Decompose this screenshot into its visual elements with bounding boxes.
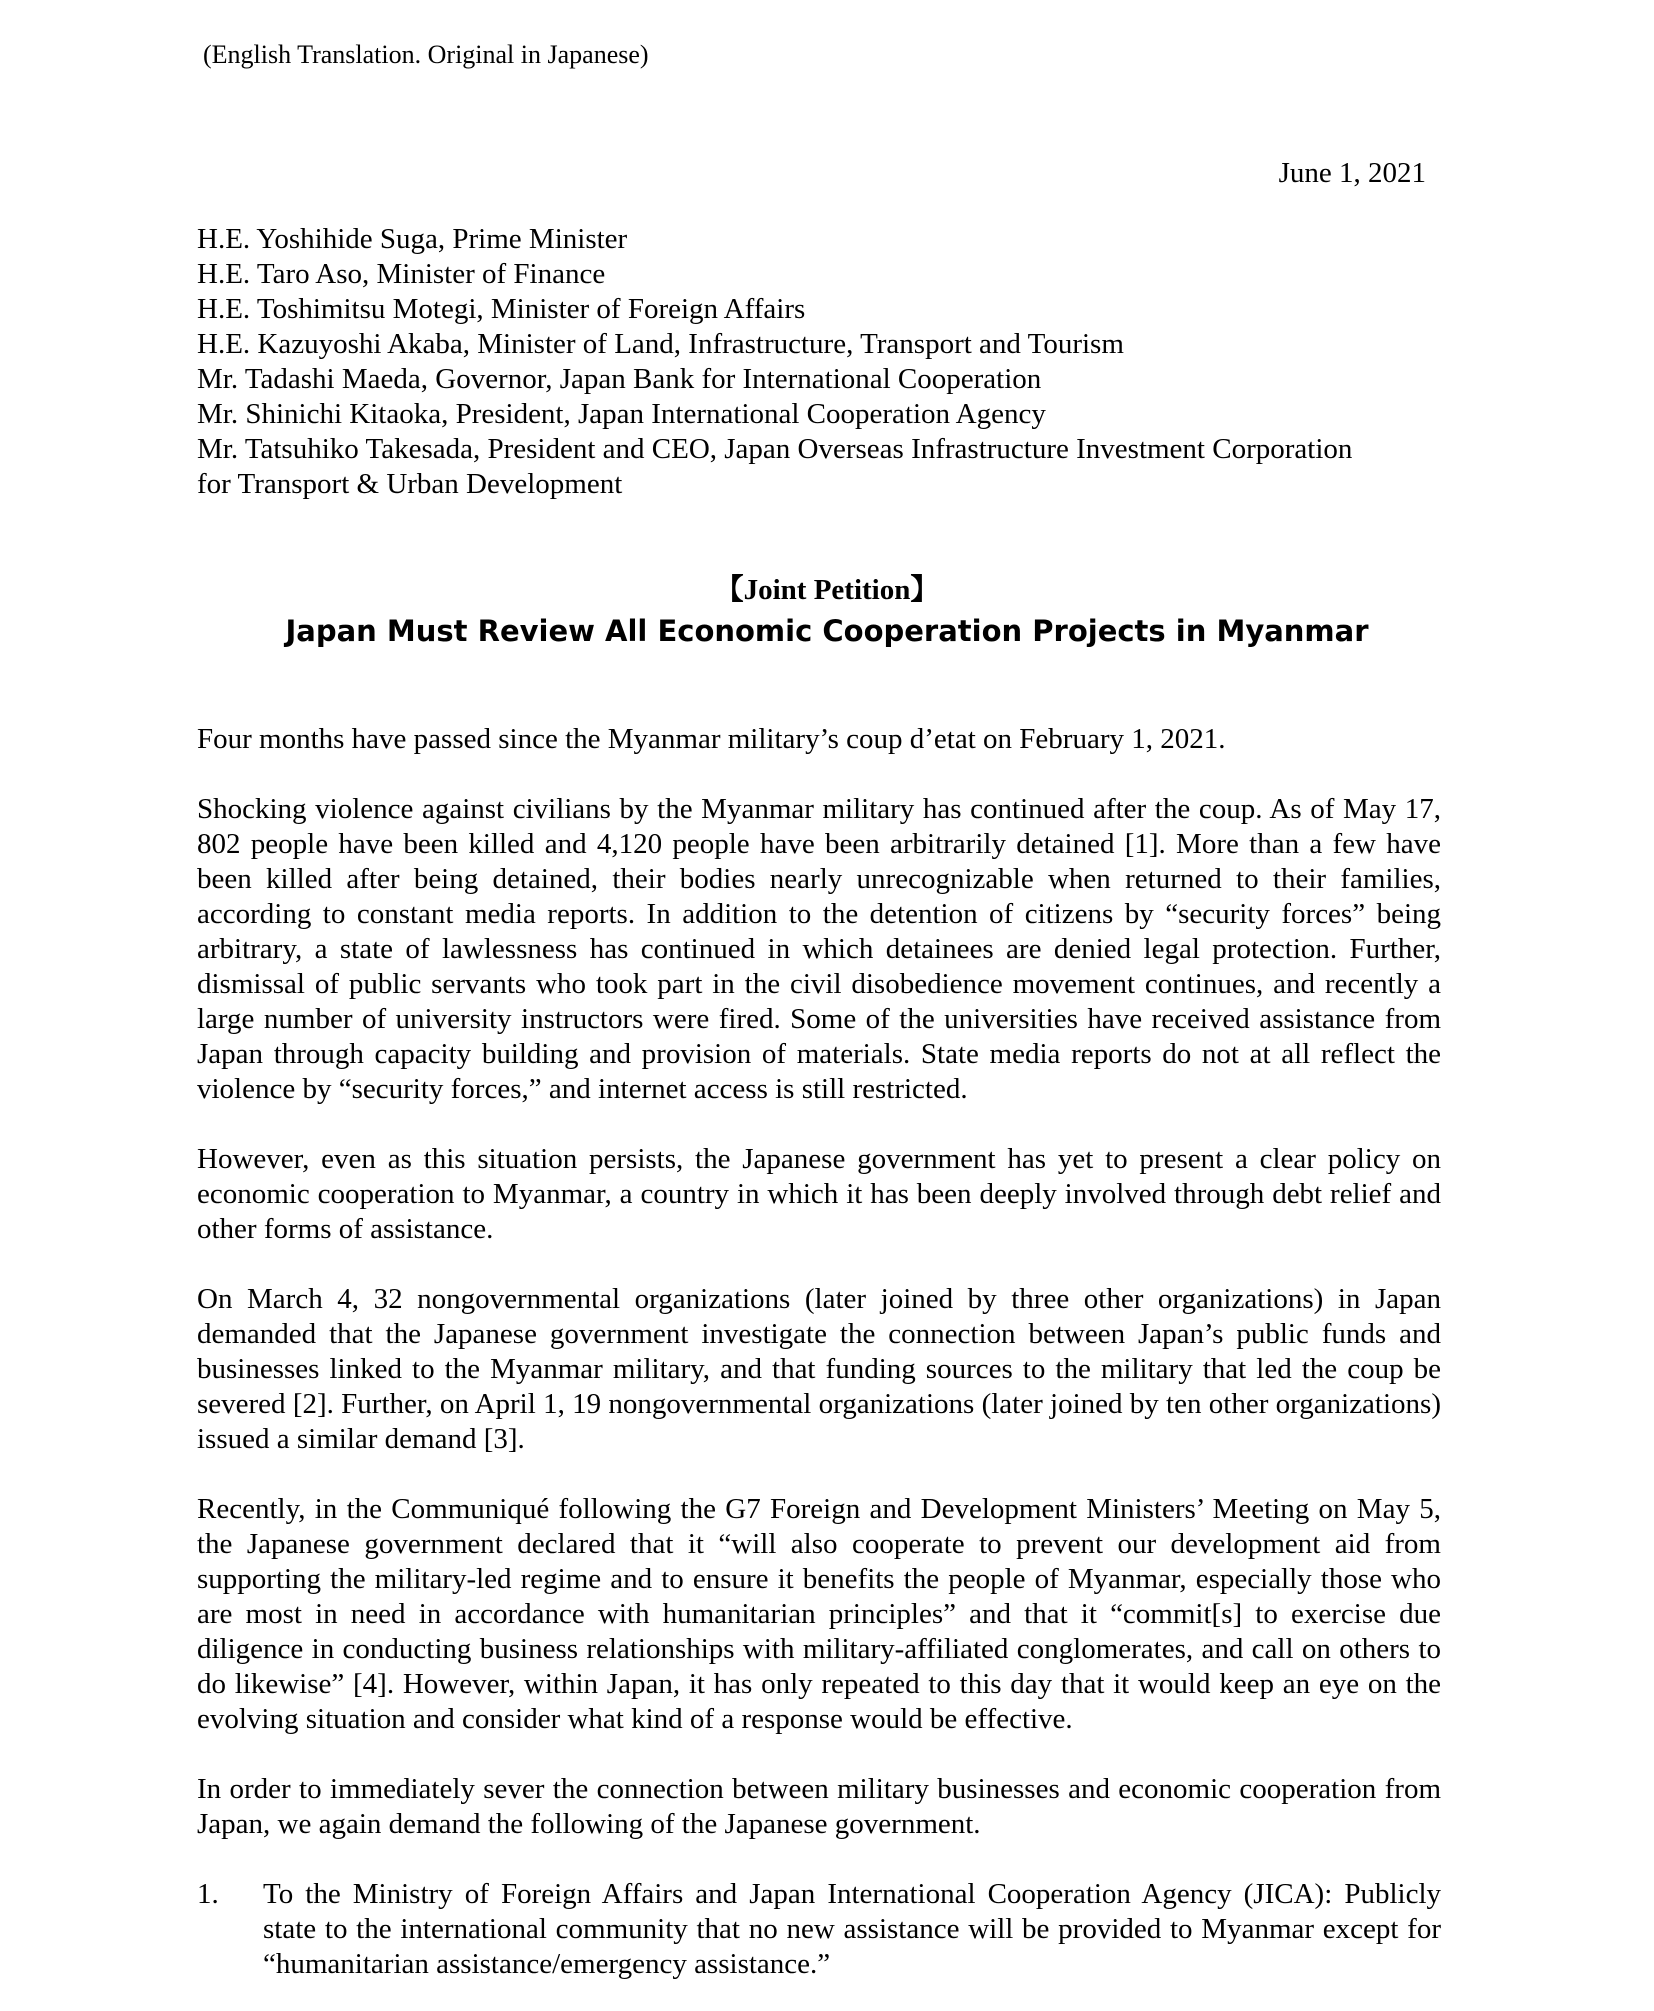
- body-paragraph: In order to immediately sever the connection between military businesses and economic cooperation from Japan, we again demand the following of the Japanese government.: [197, 1773, 1441, 1840]
- addressee-line: Mr. Shinichi Kitaoka, President, Japan International Cooperation Agency: [197, 398, 1046, 430]
- addressee-line: H.E. Taro Aso, Minister of Finance: [197, 258, 606, 290]
- demand-text: To the Ministry of Foreign Affairs and Japan International Cooperation Agency (JICA): Publicly state to the international community that no new assistance will be provided to Myanmar except for “humanitarian assistance/emergency assistance.”: [263, 1878, 1441, 1980]
- petition-body: [197, 722, 1441, 1982]
- addressee-block: [197, 222, 1447, 502]
- body-paragraph: Shocking violence against civilians by the Myanmar military has continued after the coup. As of May 17, 802 people have been killed and 4,120 people have been arbitrarily detained [1]. More than a few have been killed after being detained, their bodies nearly unrecognizable when returned to their families, according to constant media reports. In addition to the detention of citizens by “security forces” being arbitrary, a state of lawlessness has continued in which detainees are denied legal protection. Further, dismissal of public servants who took part in the civil disobedience movement continues, and recently a large number of university instructors were fired. Some of the universities have received assistance from Japan through capacity building and provision of materials. State media reports do not at all reflect the violence by “security forces,” and internet access is still restricted.: [197, 793, 1441, 1105]
- addressee-line: Mr. Tadashi Maeda, Governor, Japan Bank for International Cooperation: [197, 363, 1042, 395]
- petition-label: 【Joint Petition】: [714, 574, 940, 606]
- addressee-line: H.E. Kazuyoshi Akaba, Minister of Land, Infrastructure, Transport and Tourism: [197, 328, 1124, 360]
- body-paragraph: Recently, in the Communiqué following the G7 Foreign and Development Ministers’ Meeting on May 5, the Japanese government declared that it “will also cooperate to prevent our development aid from supporting the military-led regime and to ensure it benefits the people of Myanmar, especially those who are most in need in accordance with humanitarian principles” and that it “commit[s] to exercise due diligence in conducting business relationships with military-affiliated conglomerates, and call on others to do likewise” [4]. However, within Japan, it has only repeated to this day that it would keep an eye on the evolving situation and consider what kind of a response would be effective.: [197, 1493, 1441, 1735]
- demand-list: [197, 1877, 1441, 1982]
- addressee-line: H.E. Toshimitsu Motegi, Minister of Foreign Affairs: [197, 293, 806, 325]
- addressee-line: for Transport & Urban Development: [197, 468, 623, 500]
- demand-number: 1.: [197, 1878, 219, 1910]
- body-paragraph: However, even as this situation persists, the Japanese government has yet to present a clear policy on economic cooperation to Myanmar, a country in which it has been deeply involved through debt relief and other forms of assistance.: [197, 1143, 1441, 1245]
- translation-note: (English Translation. Original in Japanese): [203, 40, 649, 69]
- addressee-line: H.E. Yoshihide Suga, Prime Minister: [197, 223, 628, 255]
- addressee-line: Mr. Tatsuhiko Takesada, President and CEO, Japan Overseas Infrastructure Investment Corporation: [197, 433, 1353, 465]
- letter-date: June 1, 2021: [1278, 157, 1426, 189]
- body-paragraph: On March 4, 32 nongovernmental organizations (later joined by three other organizations) in Japan demanded that the Japanese government investigate the connection between Japan’s public funds and businesses linked to the Myanmar military, and that funding sources to the military that led the coup be severed [2]. Further, on April 1, 19 nongovernmental organizations (later joined by ten other organizations) issued a similar demand [3].: [197, 1283, 1441, 1455]
- body-paragraph: Four months have passed since the Myanmar military’s coup d’etat on February 1, 2021.: [197, 723, 1226, 755]
- petition-title: Japan Must Review All Economic Cooperation Projects in Myanmar: [285, 614, 1369, 648]
- demand-item: [197, 1877, 1441, 1982]
